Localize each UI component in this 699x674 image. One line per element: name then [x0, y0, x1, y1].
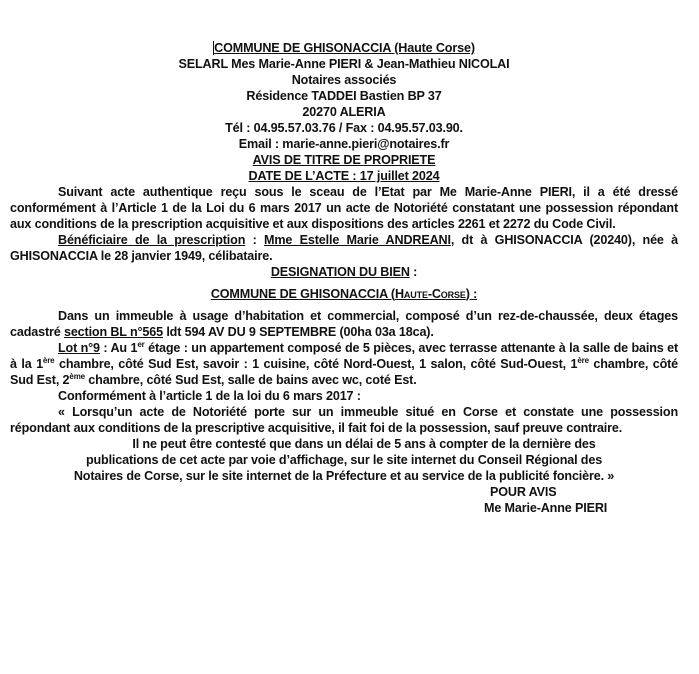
- commune-title: [10, 40, 678, 56]
- designation-commune: [10, 286, 678, 302]
- lot-text-c: chambre, côté Sud Est, savoir : 1 cuisine, côté Nord-Ouest, 1 salon, côté Sud-Ouest, 1: [54, 357, 578, 371]
- intro-paragraph: Suivant acte authentique reçu sous le sceau de l’Etat par Me Marie-Anne PIERI, il a été dressé conformément à l’Article 1 de la Loi du 6 mars 2017 un acte de Notoriété constatant une possession répondant aux conditions de la prescription acquisitive et aux dispositions des articles 2261 et 2272 du Code Civil.: [10, 185, 678, 231]
- lot-sup-a: er: [137, 340, 145, 349]
- designation-heading: [10, 264, 678, 280]
- lot-label: Lot n°9: [58, 341, 100, 355]
- signature-name: Me Marie-Anne PIERI: [484, 501, 608, 515]
- legal-quote-2-line: Notaires de Corse, sur le site internet de la Préfecture et au service de la publicité foncière. »: [73, 469, 615, 483]
- legal-quote-2-line: publications de cet acte par voie d’affichage, sur le site internet du Conseil Régional des: [85, 453, 603, 467]
- header-block: [10, 40, 678, 184]
- notice-title: AVIS DE TITRE DE PROPRIETE: [252, 153, 436, 167]
- lot-sup-d: ème: [69, 372, 85, 381]
- signature-pour-avis: POUR AVIS: [490, 485, 557, 499]
- beneficiary-label: Bénéficiaire de la prescription: [58, 233, 246, 247]
- address-line-1: Résidence TADDEI Bastien BP 37: [246, 89, 442, 103]
- cadastre-reference: section BL n°565: [63, 325, 163, 339]
- notice-document: [10, 40, 678, 518]
- lot-sup-b: ère: [42, 356, 55, 365]
- designation-title: DESIGNATION DU BIEN: [270, 265, 410, 279]
- designation-title-suffix: :: [409, 265, 418, 279]
- commune-suffix: :: [469, 287, 478, 301]
- legal-quote-2: [44, 436, 644, 484]
- beneficiary-details: , dt à GHISONACCIA (20240), née à GHISONACCIA le 28 janvier 1949, célibataire.: [10, 233, 678, 263]
- beneficiary-paragraph: [10, 232, 678, 264]
- act-date: DATE DE L’ACTE : 17 juillet 2024: [248, 169, 440, 183]
- firm-role: Notaires associés: [291, 73, 397, 87]
- lot-text-e: chambre, côté Sud Est, salle de bains avec wc, coté Est.: [84, 373, 417, 387]
- commune-department: Haute-Corse: [394, 287, 466, 301]
- legal-quote-1: « Lorsqu’un acte de Notoriété porte sur un immeuble situé en Corse et constate une possession répondant aux conditions de la prescriptive acquisitive, il fait foi de la possession, sauf preuve contraire.: [10, 405, 678, 435]
- beneficiary-name: Mme Estelle Marie ANDREANI: [264, 233, 451, 247]
- commune-title-text: COMMUNE DE GHISONACCIA (Haute Corse): [214, 41, 475, 55]
- lot-text-a: : Au 1: [99, 341, 138, 355]
- signature-block: [10, 484, 678, 518]
- legal-quote-2-line: Il ne peut être contesté que dans un délai de 5 ans à compter de la dernière des: [132, 437, 596, 451]
- lot-text-d: chambre, côté Sud Est, 2: [10, 357, 679, 387]
- address-line-2: 20270 ALERIA: [302, 105, 386, 119]
- building-text-2: ldt 594 AV DU 9 SEPTEMBRE (00ha 03a 18ca).: [162, 325, 434, 339]
- building-paragraph: [10, 308, 678, 340]
- commune-end: ): [465, 287, 470, 301]
- lot-paragraph: [10, 340, 678, 388]
- lot-sup-c: ère: [577, 356, 589, 365]
- designation-commune-text: [211, 287, 477, 301]
- building-text-1: Dans un immeuble à usage d’habitation et commercial, composé d’un rez-de-chaussée, deux étages cadastré: [10, 309, 678, 339]
- email: Email : marie-anne.pieri@notaires.fr: [238, 137, 450, 151]
- beneficiary-separator: :: [245, 233, 265, 247]
- lot-text-b: étage : un appartement composé de 5 pièces, avec terrasse attenante à la salle de bains et à la 1: [10, 341, 678, 371]
- legal-reference: Conformément à l’article 1 de la loi du 6 mars 2017 :: [58, 389, 361, 403]
- phone-fax: Tél : 04.95.57.03.76 / Fax : 04.95.57.03.90.: [225, 121, 463, 135]
- firm-name: SELARL Mes Marie-Anne PIERI & Jean-Mathieu NICOLAI: [178, 57, 510, 71]
- commune-main: COMMUNE DE GHISONACCIA (: [210, 287, 395, 301]
